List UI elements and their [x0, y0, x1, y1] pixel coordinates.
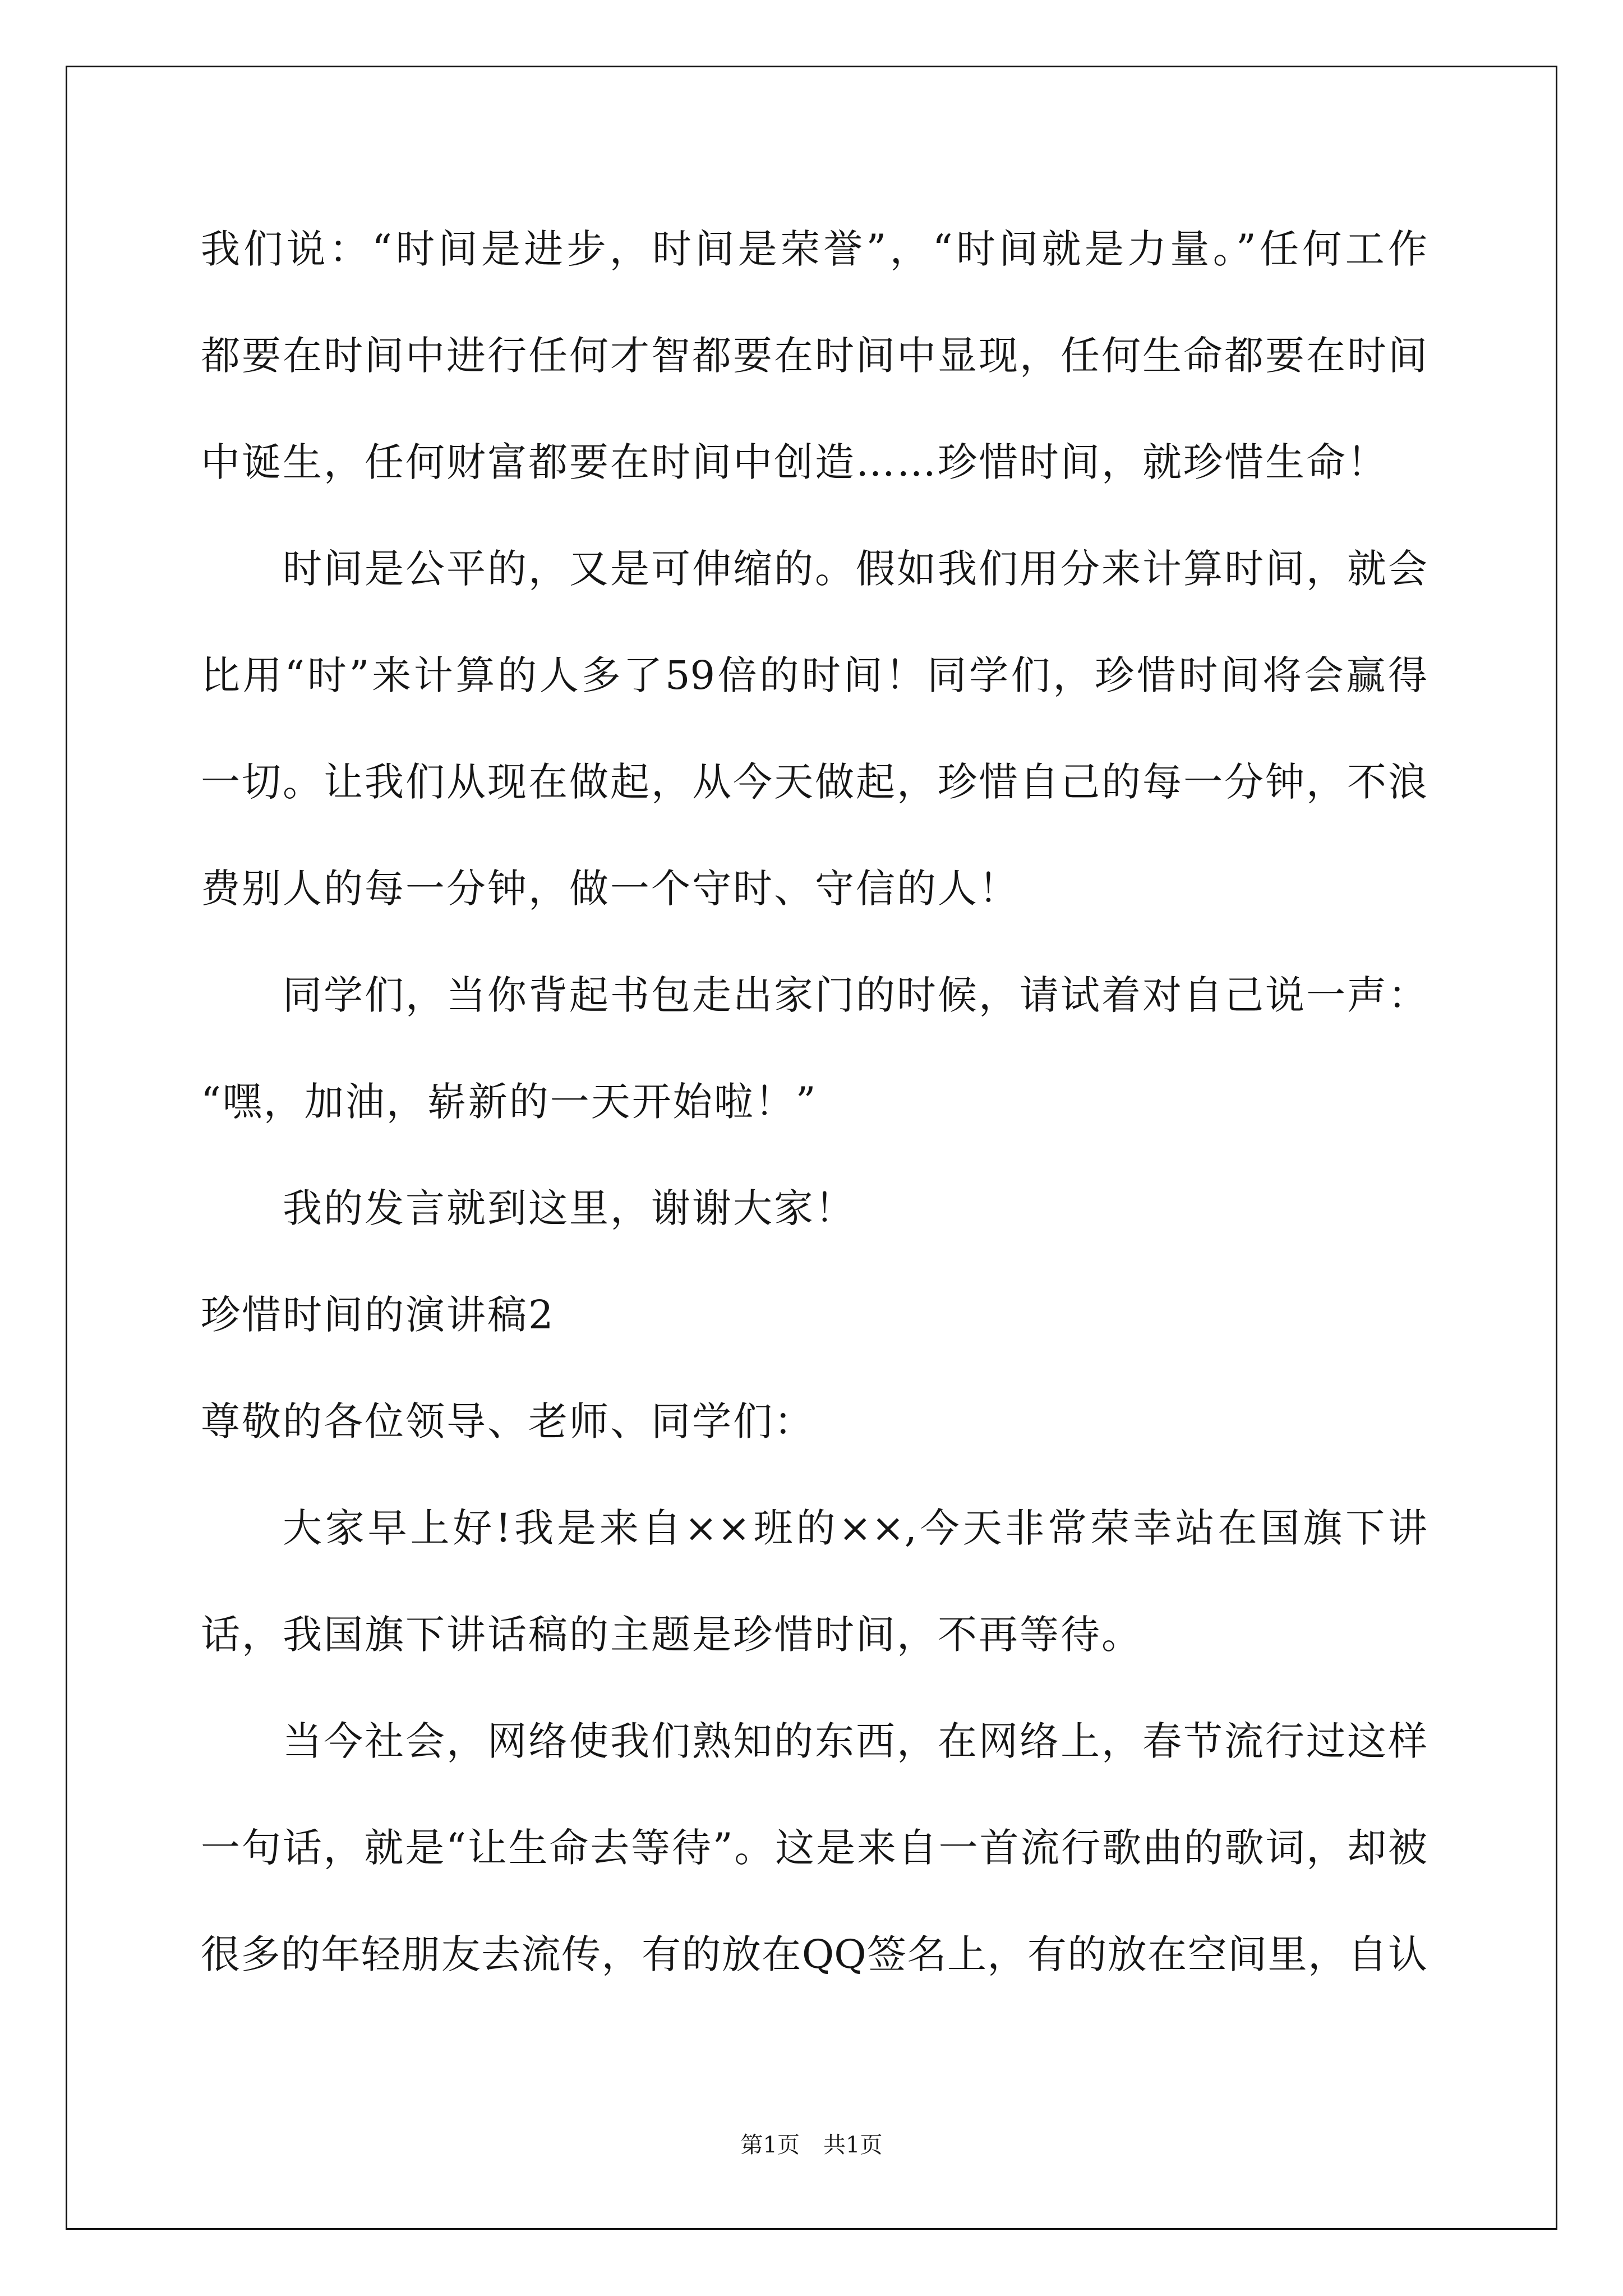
text-line: 比用“时”来计算的人多了59倍的时间！同学们，珍惜时间将会赢得: [201, 652, 1427, 698]
page-total: 共1页: [823, 2132, 883, 2158]
text-line: 很多的年轻朋友去流传，有的放在QQ签名上，有的放在空间里，自认: [201, 1931, 1427, 1977]
text-line: 同学们，当你背起书包走出家门的时候，请试着对自己说一声：: [283, 972, 1427, 1018]
page-footer: [0, 2133, 1623, 2157]
paragraph: [201, 942, 1427, 1155]
text-line: 当今社会，网络使我们熟知的东西，在网络上，春节流行过这样: [283, 1718, 1427, 1764]
text-line: 我们说：“时间是进步，时间是荣誉”，“时间就是力量。”任何工作: [201, 226, 1427, 272]
paragraph: [201, 516, 1427, 942]
text-line: 一句话，就是“让生命去等待”。这是来自一首流行歌曲的歌词，却被: [201, 1825, 1427, 1871]
text-line: 大家早上好!我是来自××班的××,今天非常荣幸站在国旗下讲: [283, 1505, 1427, 1551]
text-line: “嘿，加油，崭新的一天开始啦！”: [201, 1079, 818, 1125]
paragraph: [201, 1688, 1427, 2008]
text-line: 我的发言就到这里，谢谢大家！: [283, 1185, 856, 1231]
salutation: [201, 1368, 1427, 1475]
heading-line: 珍惜时间的演讲稿2: [201, 1292, 555, 1338]
page-number: 第1页: [740, 2132, 800, 2158]
text-line: 都要在时间中进行任何才智都要在时间中显现，任何生命都要在时间: [201, 333, 1427, 379]
paragraph: [201, 196, 1427, 516]
text-line: 费别人的每一分钟，做一个守时、守信的人！: [201, 866, 1020, 912]
document-body: [201, 196, 1427, 2008]
text-line: 时间是公平的，又是可伸缩的。假如我们用分来计算时间，就会: [283, 546, 1427, 592]
paragraph: [201, 1155, 1427, 1262]
section-heading: [201, 1262, 1427, 1368]
text-line: 尊敬的各位领导、老师、同学们：: [201, 1398, 815, 1444]
text-line: 中诞生，任何财富都要在时间中创造……珍惜时间，就珍惜生命！: [201, 439, 1388, 485]
text-line: 话，我国旗下讲话稿的主题是珍惜时间，不再等待。: [201, 1612, 1142, 1658]
paragraph: [201, 1475, 1427, 1688]
text-line: 一切。让我们从现在做起，从今天做起，珍惜自己的每一分钟，不浪: [201, 759, 1427, 805]
